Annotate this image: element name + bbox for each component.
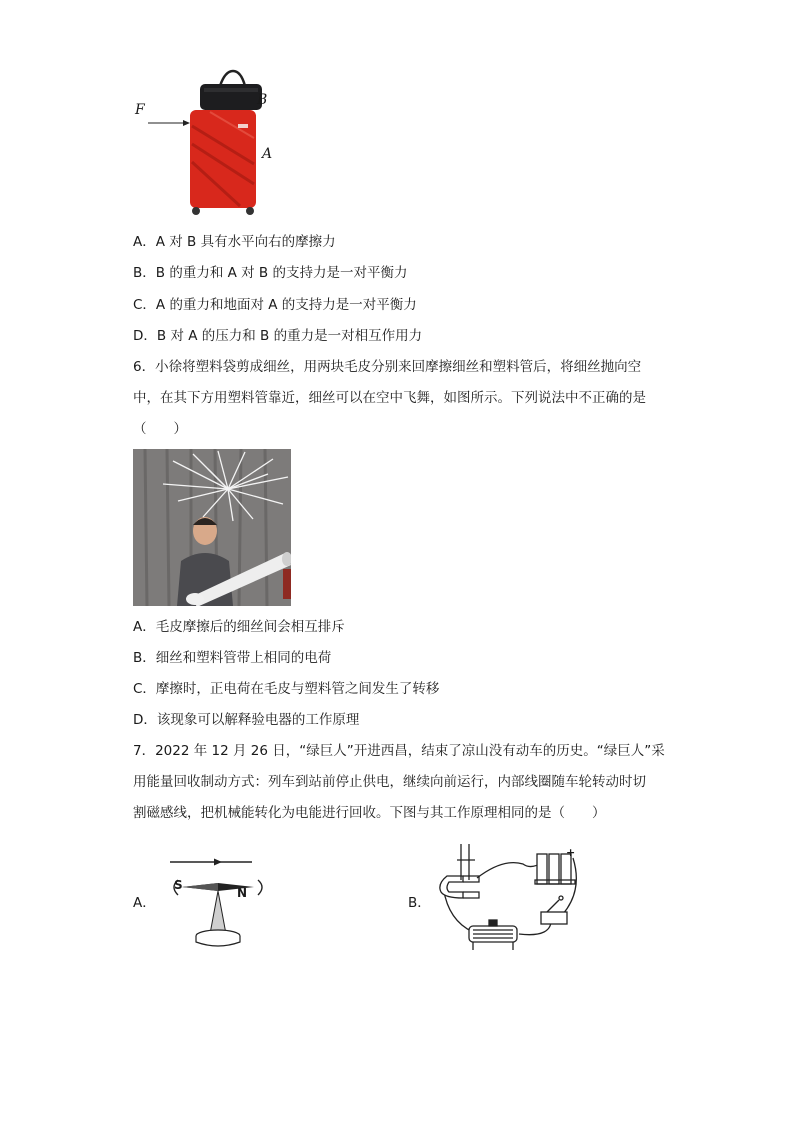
q5-option-b: B．B 的重力和 A 对 B 的支持力是一对平衡力 xyxy=(133,265,408,281)
q7-option-b-label: B． xyxy=(408,895,431,911)
suitcase-figure xyxy=(130,66,280,218)
q6-option-c: C．摩擦时，正电荷在毛皮与塑料管之间发生了转移 xyxy=(133,681,440,697)
flying-threads-photo xyxy=(133,449,291,606)
compass-needle-diagram xyxy=(160,852,270,952)
q6-stem-line-1: 6．小徐将塑料袋剪成细丝，用两块毛皮分别来回摩擦细丝和塑料管后，将细丝抛向空 xyxy=(133,359,642,375)
q7-stem-line-2: 用能量回收制动方式：列车到站前停止供电，继续向前运行，内部线圈随车轮转动时切 xyxy=(133,774,646,790)
q7-stem-line-1: 7．2022 年 12 月 26 日，“绿巨人”开进西昌，结束了凉山没有动车的历史。“绿巨人”采 xyxy=(133,743,665,759)
q7-option-a-label: A． xyxy=(133,895,156,911)
q6-option-a: A．毛皮摩擦后的细丝间会相互排斥 xyxy=(133,619,345,635)
needle-label-n: N xyxy=(237,886,248,900)
bag-label-b: B xyxy=(257,92,268,108)
suitcase-label-a: A xyxy=(262,146,273,162)
force-label-f: F xyxy=(135,102,145,118)
q6-stem-line-3: （ ） xyxy=(133,421,187,437)
q6-option-d: D．该现象可以解释验电器的工作原理 xyxy=(133,712,360,728)
needle-label-s: S xyxy=(174,878,183,892)
battery-plus-sign: + xyxy=(566,846,576,859)
q6-option-b: B．细丝和塑料管带上相同的电荷 xyxy=(133,650,332,666)
q5-option-d: D．B 对 A 的压力和 B 的重力是一对相互作用力 xyxy=(133,328,423,344)
q7-stem-line-3: 割磁感线，把机械能转化为电能进行回收。下图与其工作原理相同的是（ ） xyxy=(133,805,606,821)
q5-option-c: C．A 的重力和地面对 A 的支持力是一对平衡力 xyxy=(133,297,417,313)
q5-option-a: A．A 对 B 具有水平向右的摩擦力 xyxy=(133,234,336,250)
q6-stem-line-2: 中，在其下方用塑料管靠近，细丝可以在空中飞舞，如图所示。下列说法中不正确的是 xyxy=(133,390,646,406)
